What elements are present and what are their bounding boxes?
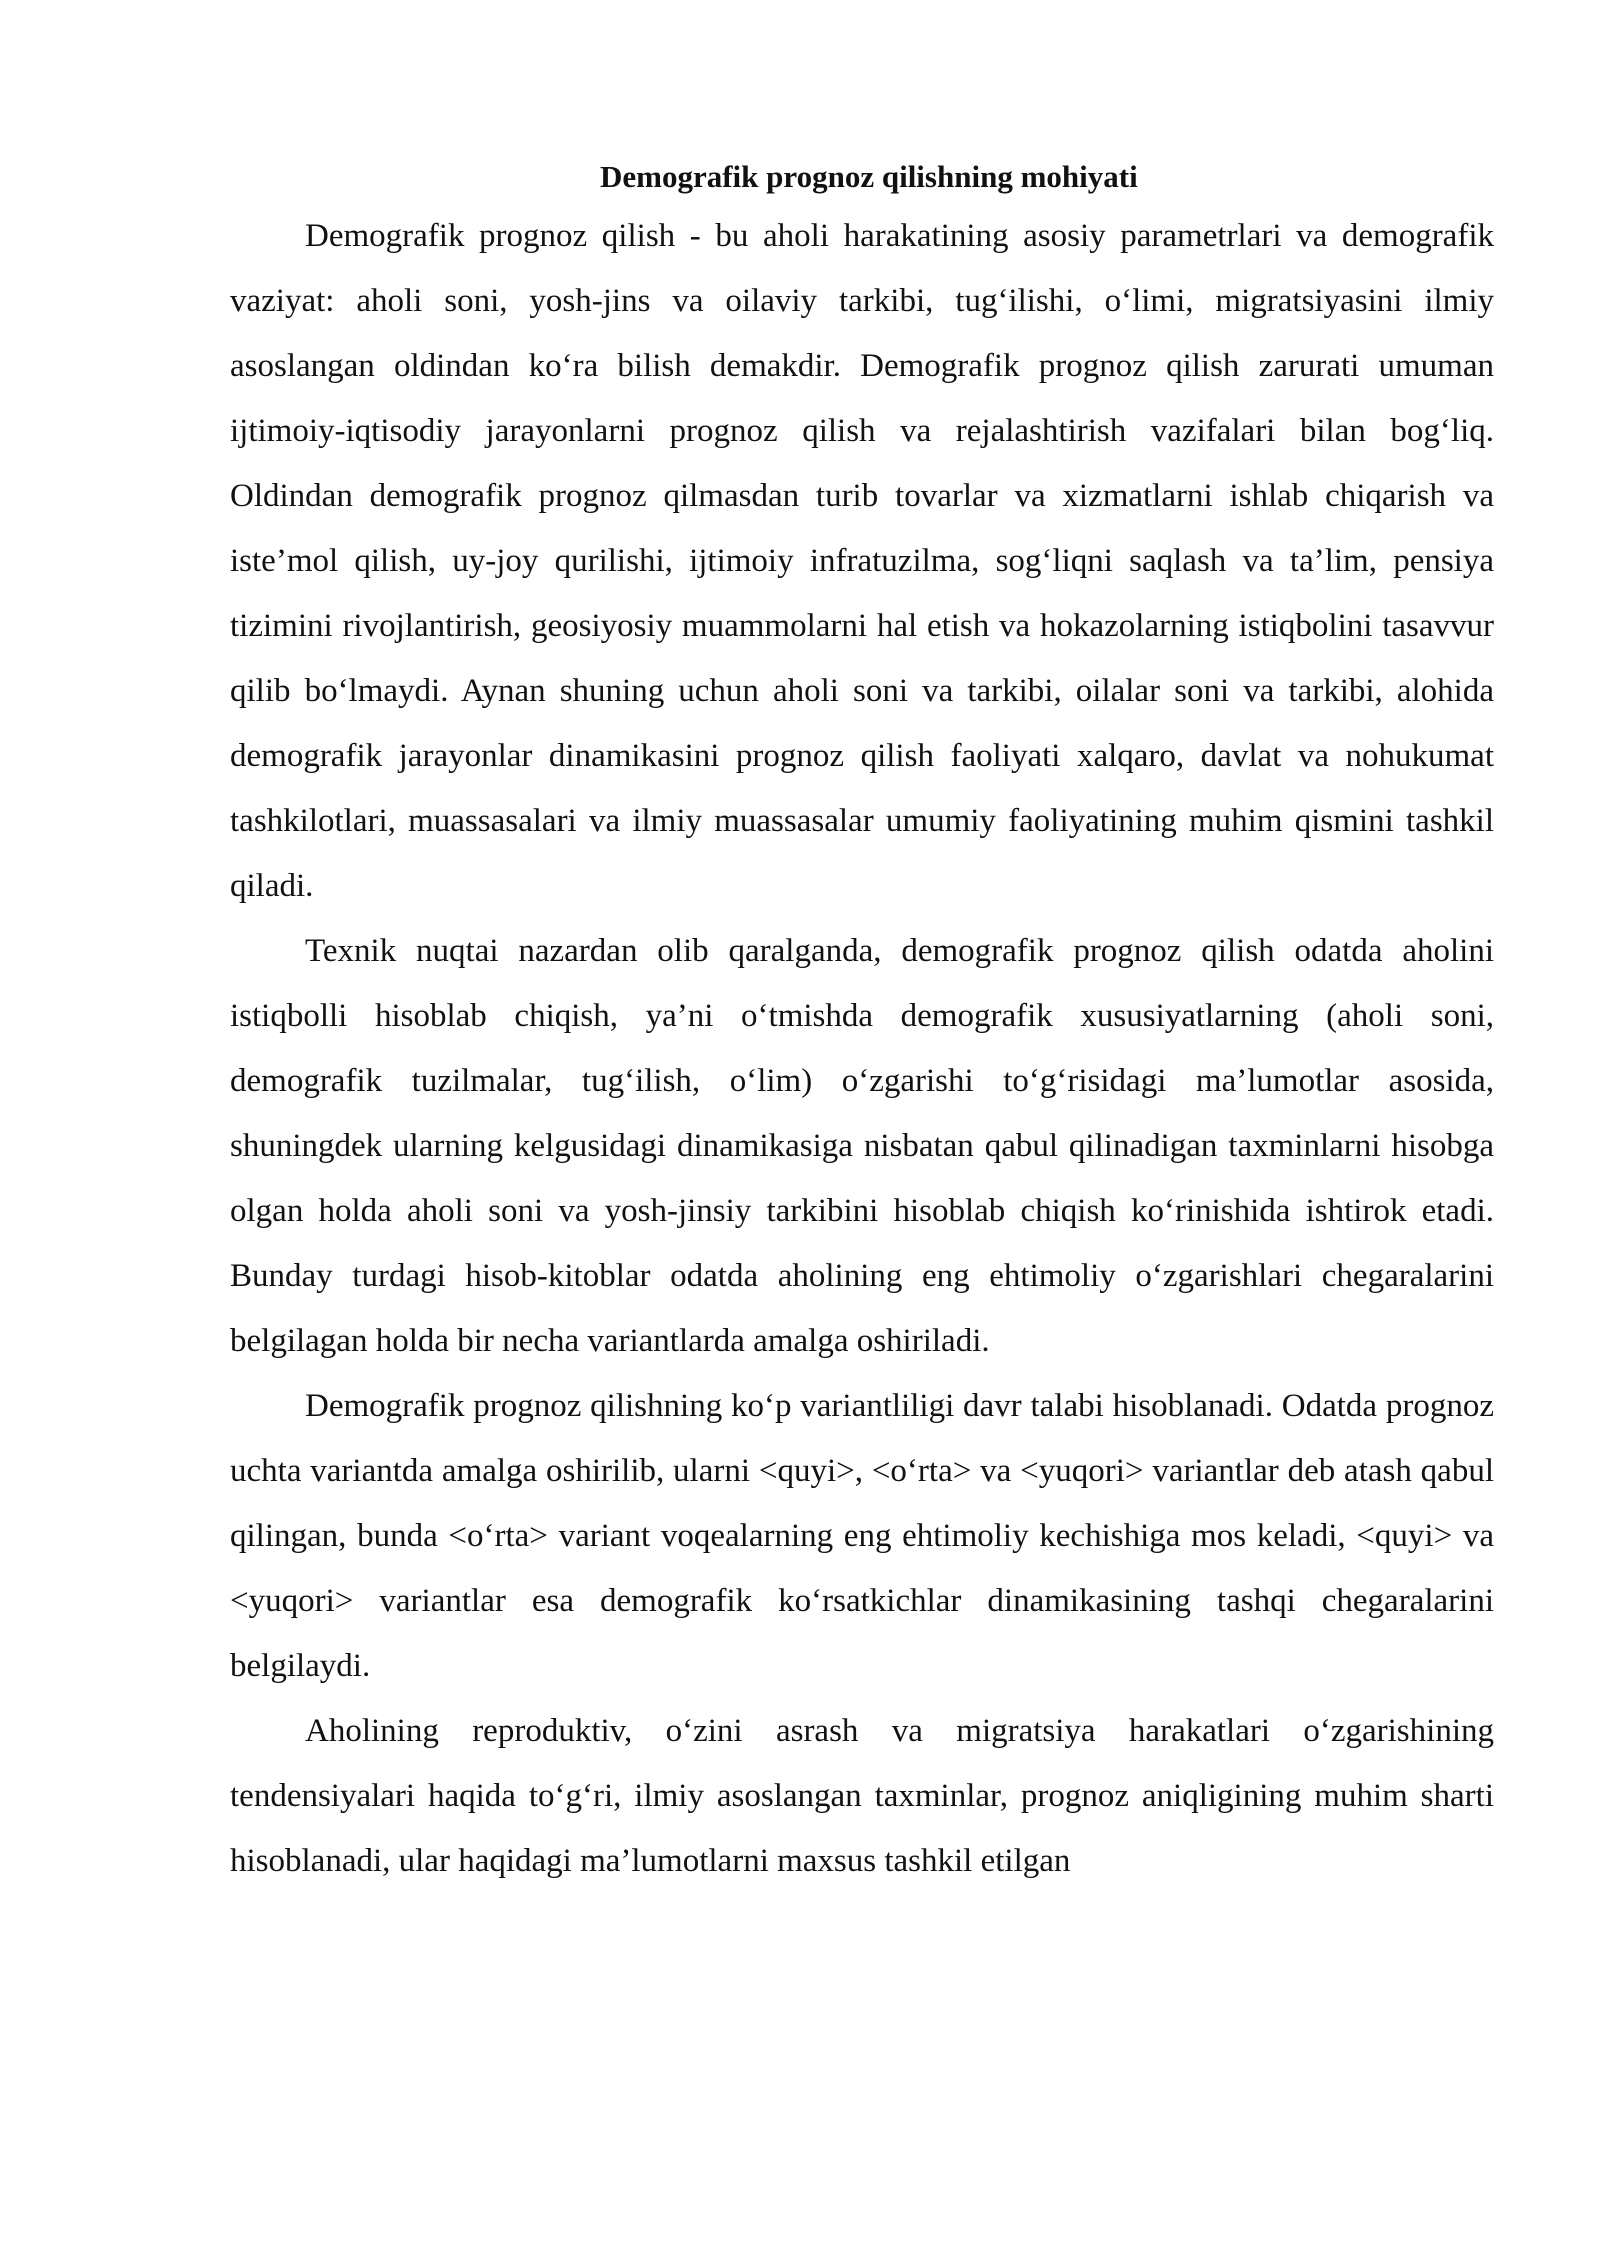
paragraph-2: Texnik nuqtai nazardan olib qaralganda, demografik prognoz qilish odatda aholini istiqbolli hisoblab chiqish, ya’ni o‘tmishda demografik xususiyatlarning (aholi soni, demografik tuzilmalar, tug‘ilish, o‘lim) o‘zgarishi to‘g‘risidagi ma’lumotlar asosida, shuningdek ularning kelgusidagi dinamikasiga nisbatan qabul qilinadigan taxminlarni hisobga olgan holda aholi soni va yosh-jinsiy tarkibini hisoblab chiqish ko‘rinishida ishtirok etadi. Bunday turdagi hisob-kitoblar odatda aholining eng ehtimoliy o‘zgarishlari chegaralarini belgilagan holda bir necha variantlarda amalga oshiriladi. bbox=[230, 933, 1494, 1359]
document-page bbox=[230, 150, 1494, 1894]
document-title: Demografik prognoz qilishning mohiyati bbox=[600, 159, 1138, 194]
paragraph-3: Demografik prognoz qilishning ko‘p variantliligi davr talabi hisoblanadi. Odatda prognoz uchta variantda amalga oshirilib, ularni <quyi>, <o‘rta> va <yuqori> variantlar deb atash qabul qilingan, bunda <o‘rta> variant voqealarning eng ehtimoliy kechishiga mos keladi, <quyi> va <yuqori> variantlar esa demografik ko‘rsatkichlar dinamikasining tashqi chegaralarini belgilaydi. bbox=[230, 1388, 1494, 1684]
paragraph-1: Demografik prognoz qilish - bu aholi harakatining asosiy parametrlari va demografik vaziyat: aholi soni, yosh-jins va oilaviy tarkibi, tug‘ilishi, o‘limi, migratsiyasini ilmiy asoslangan oldindan ko‘ra bilish demakdir. Demografik prognoz qilish zarurati umuman ijtimoiy-iqtisodiy jarayonlarni prognoz qilish va rejalashtirish vazifalari bilan bog‘liq. Oldindan demografik prognoz qilmasdan turib tovarlar va xizmatlarni ishlab chiqarish va iste’mol qilish, uy-joy qurilishi, ijtimoiy infratuzilma, sog‘liqni saqlash va ta’lim, pensiya tizimini rivojlantirish, geosiyosiy muammolarni hal etish va hokazolarning istiqbolini tasavvur qilib bo‘lmaydi. Aynan shuning uchun aholi soni va tarkibi, oilalar soni va tarkibi, alohida demografik jarayonlar dinamikasini prognoz qilish faoliyati xalqaro, davlat va nohukumat tashkilotlari, muassasalari va ilmiy muassasalar umumiy faoliyatining muhim qismini tashkil qiladi. bbox=[230, 218, 1494, 904]
paragraph-4: Aholining reproduktiv, o‘zini asrash va migratsiya harakatlari o‘zgarishining tendensiyalari haqida to‘g‘ri, ilmiy asoslangan taxminlar, prognoz aniqligining muhim sharti hisoblanadi, ular haqidagi ma’lumotlarni maxsus tashkil etilgan bbox=[230, 1713, 1494, 1879]
